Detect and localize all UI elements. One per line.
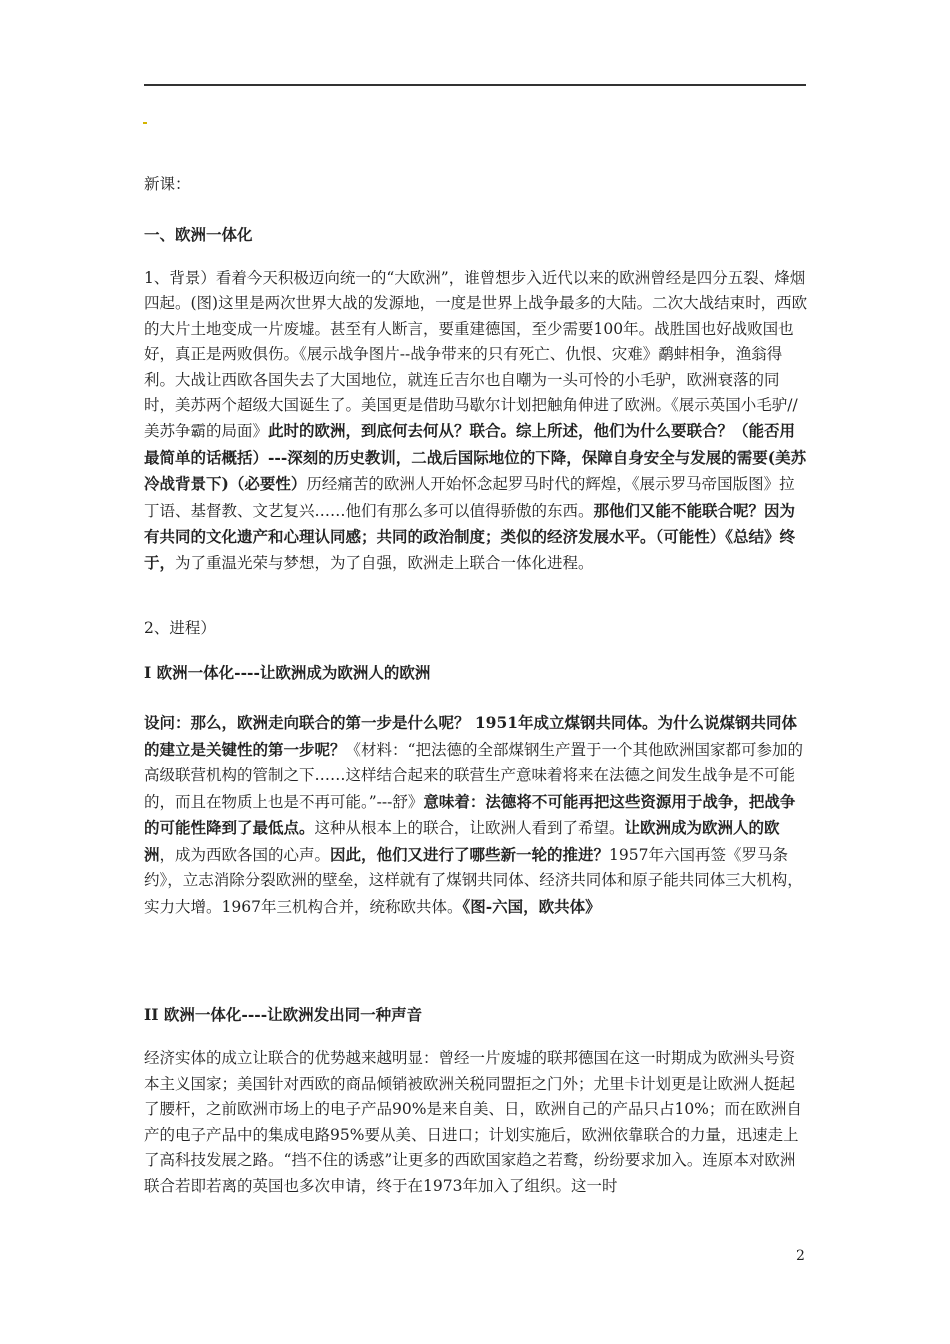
part2-paragraph: 经济实体的成立让联合的优势越来越明显：曾经一片废墟的联邦德国在这一时期成为欧洲头号资本主义国家；美国针对西欧的商品倾销被欧洲关税同盟拒之门外；尤里卡计划更是让欧洲人挺起了腰杆，之前欧洲市场上的电子产品90%是来自美、日，欧洲自己的产品只占10%；而在欧洲自产的电子产品中的集成电路95%要从美、日进口；计划实施后，欧洲依靠联合的力量，迅速走上了高科技发展之路。“挡不住的诱惑”让更多的西欧国家趋之若鹜，纷纷要求加入。连原本对欧洲联合若即若离的英国也多次申请，终于在1973年加入了组织。这一时 — [144, 1049, 802, 1195]
progress-label: 2、进程） — [144, 619, 216, 637]
part1-paragraph — [144, 710, 808, 920]
figure-text: 《图-六国，欧共体》 — [462, 896, 601, 916]
voice-rest-text: ，成为西欧各国的心声。 — [159, 845, 331, 864]
conclusion-text: 为了重温光荣与梦想，为了自强，欧洲走上联合一体化进程。 — [175, 554, 594, 573]
hope-text: 这种从根本上的联合，让欧洲人看到了希望。 — [314, 819, 625, 837]
material-text: 《材料：“把法德的全部煤钢生产置于一个其他欧洲国家都可参加的高级联营机构的管制之下……这样结合起来的联营生产意味着将来在法德之间发生战争是不可能的，而且在物质上也是不再可能。”---舒》 — [144, 740, 803, 811]
next-question-text: 因此，他们又进行了哪些新一轮的推进？ — [330, 844, 610, 864]
possibility-text: 那他们又能不能联合呢？因为有共同的文化遗产和心理认同感；共同的政治制度；类似的经济发展水平。（可能性）《总结》终于， — [144, 500, 796, 573]
section-title: 一、欧洲一体化 — [144, 225, 253, 244]
new-lesson-label: 新课： — [144, 175, 191, 193]
rome-treaty-text: 1957年六国再签《罗马条约》，立志消除分裂欧洲的壁垒，这样就有了煤钢共同体、经济共同体和原子能共同体三大机构，实力大增。1967年三机构合并，统称欧共体。 — [144, 845, 803, 916]
page-number: 2 — [796, 1248, 805, 1264]
part1-title: I 欧洲一体化----让欧洲成为欧洲人的欧洲 — [144, 663, 431, 682]
background-paragraph — [144, 266, 808, 577]
voice-text: 让欧洲成为欧洲人的欧洲 — [144, 818, 780, 864]
header-rule — [144, 84, 806, 86]
meaning-text: 意味着：法德将不可能再把这些资源用于战争，把战争的可能性降到了最低点。 — [144, 791, 796, 837]
edit-mark — [143, 122, 147, 124]
necessity-text: 此时的欧洲，到底何去何从？联合。综上所述，他们为什么要联合？（能否用最简单的话概括）---深刻的历史教训，二战后国际地位的下降，保障自身安全与发展的需要(美苏冷战背景下)（必要性） — [144, 421, 807, 494]
question-text: 设问：那么，欧洲走向联合的第一步是什么呢？ 1951年成立煤钢共同体。为什么说煤钢共同体的建立是关键性的第一步呢？ — [144, 713, 798, 759]
background-text: 1、背景）看着今天积极迈向统一的“大欧洲”，谁曾想步入近代以来的欧洲曾经是四分五裂、烽烟四起。(图)这里是两次世界大战的发源地，一度是世界上战争最多的大陆。二次大战结束时，西欧的大片土地变成一片废墟。甚至有人断言，要重建德国，至少需要100年。战胜国也好战败国也好，真正是两败俱伤。《展示战争图片--战争带来的只有死亡、仇恨、灾难》鹬蚌相争，渔翁得利。大战让西欧各国失去了大国地位，就连丘吉尔也自嘲为一头可怜的小毛驴，欧洲衰落的同时，美苏两个超级大国诞生了。美国更是借助马歇尔计划把触角伸进了欧洲。《展示英国小毛驴//美苏争霸的局面》 — [144, 269, 808, 441]
part2-title: II 欧洲一体化----让欧洲发出同一种声音 — [144, 1005, 423, 1024]
rome-text: 历经痛苦的欧洲人开始怀念起罗马时代的辉煌，《展示罗马帝国版图》拉丁语、基督教、文艺复兴……他们有那么多可以值得骄傲的东西。 — [144, 475, 795, 520]
